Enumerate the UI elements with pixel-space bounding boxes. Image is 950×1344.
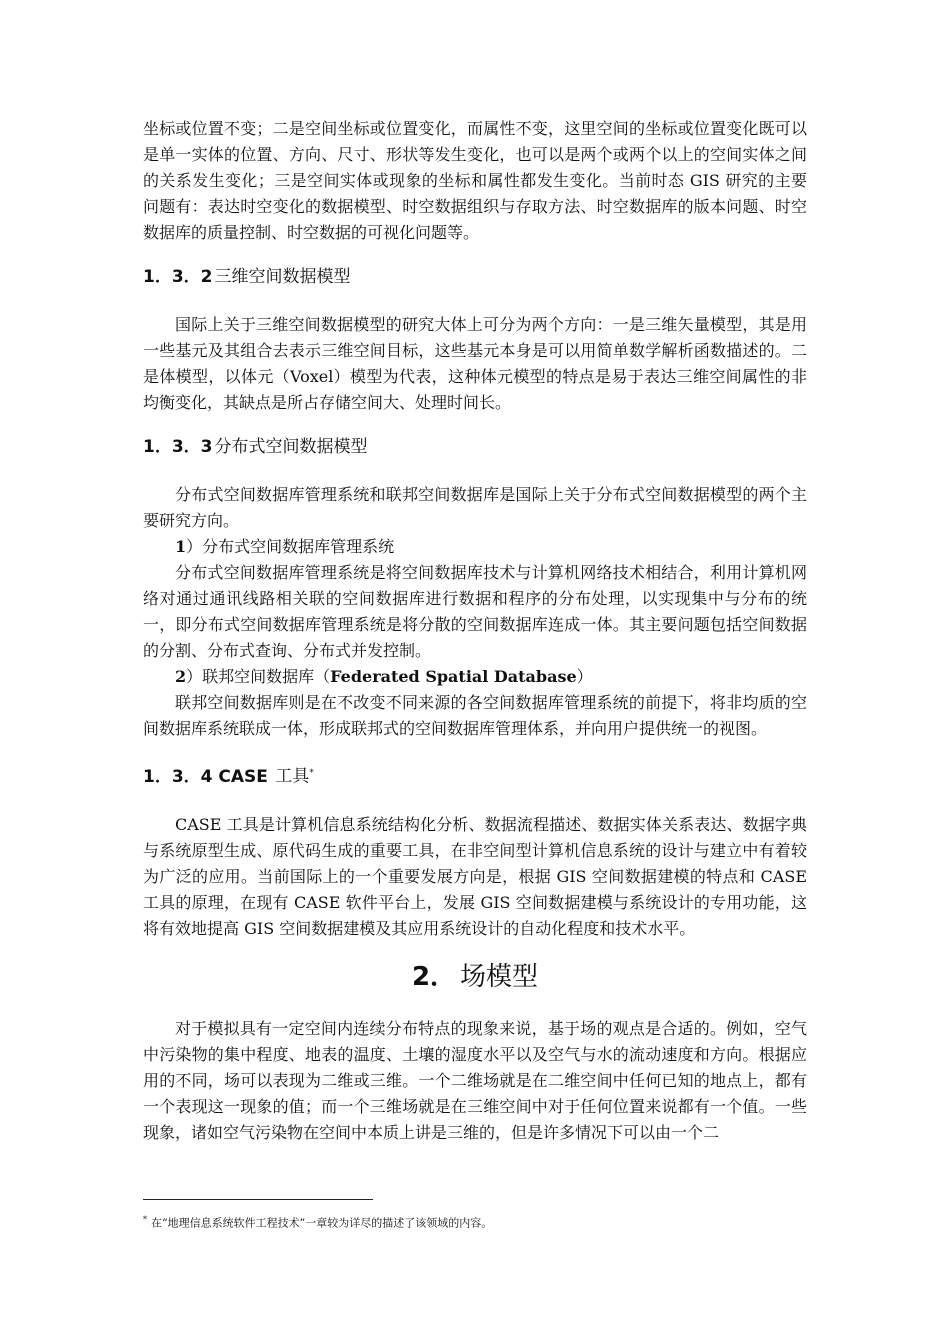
heading-title: 三维空间数据模型 [214, 267, 351, 287]
subheading-federated-db [143, 664, 807, 690]
document-body [143, 116, 807, 1146]
footnote-text: 在“地理信息系统软件工程技术”一章较为详尽的描述了该领域的内容。 [151, 1216, 493, 1230]
paragraph-distributed-intro: 分布式空间数据库管理系统和联邦空间数据库是国际上关于分布式空间数据模型的两个主要研究方向。 [143, 485, 807, 530]
subheading-number: 2 [175, 667, 187, 686]
paragraph-distributed-dbms: 分布式空间数据库管理系统是将空间数据库技术与计算机网络技术相结合，利用计算机网络对通过通讯线路相关联的空间数据库进行数据和程序的分布处理，以实现集中与分布的统一，即分布式空间数据库管理系统是将分散的空间数据库连成一体。其主要问题包括空间数据的分割、分布式查询、分布式并发控制。 [143, 563, 807, 660]
heading-number: 1．3．4 CASE [143, 766, 268, 787]
paragraph-intro: 坐标或位置不变；二是空间坐标或位置变化，而属性不变，这里空间的坐标或位置变化既可以是单一实体的位置、方向、尺寸、形状等发生变化，也可以是两个或两个以上的空间实体之间的关系发生变化；三是空间实体或现象的坐标和属性都发生变化。当前时态 GIS 研究的主要问题有：表达时空变化的数据模型、时空数据组织与存取方法、时空数据库的版本问题、时空数据库的质量控制、时空数据的可视化问题等。 [143, 119, 807, 242]
paragraph-field-model: 对于模拟具有一定空间内连续分布特点的现象来说，基于场的观点是合适的。例如，空气中污染物的集中程度、地表的温度、土壤的湿度水平以及空气与水的流动速度和方向。根据应用的不同，场可以表现为二维或三维。一个二维场就是在二维空间中任何已知的地点上，都有一个表现这一现象的值；而一个三维场就是在三维空间中对于任何位置来说都有一个值。一些现象，诸如空气污染物在空间中本质上讲是三维的，但是许多情况下可以由一个二 [143, 1018, 807, 1142]
footnote-divider [143, 1199, 373, 1200]
heading-1-3-2 [143, 264, 807, 290]
subheading-number: 1 [175, 537, 187, 556]
heading-title: 分布式空间数据模型 [214, 437, 368, 457]
heading-number: 1．3．2 [143, 267, 213, 287]
heading-title: 场模型 [460, 961, 539, 992]
subheading-distributed-dbms [143, 534, 807, 560]
heading-1-3-4 [143, 760, 807, 790]
footnote [143, 1213, 492, 1231]
paragraph-case-tools: CASE 工具是计算机信息系统结构化分析、数据流程描述、数据实体关系表达、数据字典与系统原型生成、原代码生成的重要工具，在非空间型计算机信息系统的设计与建立中有着较为广泛的应用。当前国际上的一个重要发展方向是，根据 GIS 空间数据建模的特点和 CASE 工具的原理，在现有 CASE 软件平台上，发展 GIS 空间数据建模与系统设计的专用功能，这将有效地提高 GIS 空间数据建模及其应用系统设计的自动化程度和技术水平。 [143, 814, 807, 938]
heading-1-3-3 [143, 434, 807, 460]
paragraph-federated-db: 联邦空间数据库则是在不改变不同来源的各空间数据库管理系统的前提下，将非均质的空间数据库系统联成一体，形成联邦式的空间数据库管理体系，并向用户提供统一的视图。 [143, 693, 807, 738]
subheading-english: Federated Spatial Database [330, 667, 577, 686]
subheading-close: ） [576, 667, 593, 686]
heading-2-field-model [143, 960, 807, 994]
heading-number: 1．3．3 [143, 437, 213, 457]
footnote-mark: * [143, 1215, 147, 1224]
heading-number: 2． [411, 961, 457, 992]
heading-title: 工具 [269, 766, 310, 787]
footnote-marker: * [309, 768, 314, 778]
paragraph-3d-model: 国际上关于三维空间数据模型的研究大体上可分为两个方向：一是三维矢量模型，其是用一些基元及其组合去表示三维空间目标，这些基元本身是可以用简单数学解析函数描述的。二是体模型，以体元（Voxel）模型为代表，这种体元模型的特点是易于表达三维空间属性的非均衡变化，其缺点是所占存储空间大、处理时间长。 [143, 315, 807, 412]
subheading-text: ）分布式空间数据库管理系统 [186, 537, 395, 556]
subheading-text: ）联邦空间数据库（ [186, 667, 331, 686]
